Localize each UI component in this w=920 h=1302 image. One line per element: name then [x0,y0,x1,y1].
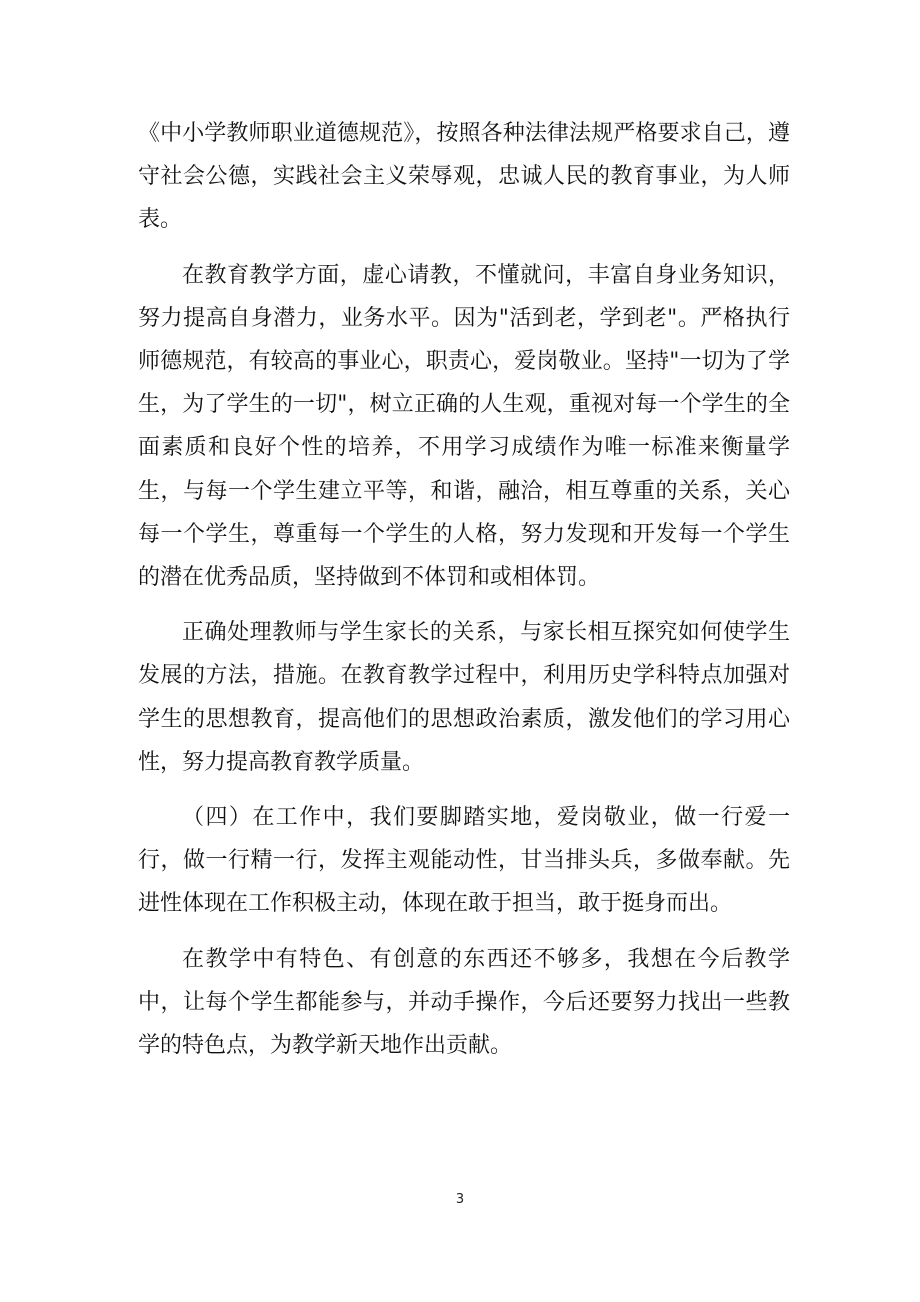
paragraph-continuation: 《中小学教师职业道德规范》，按照各种法律法规严格要求自己，遵守社会公德，实践社会主义荣辱观，忠诚人民的教育事业，为人师表。 [138,121,790,233]
paragraph-future-plans: 在教学中有特色、有创意的东西还不够多，我想在今后教学中，让每个学生都能参与，并动手操作，今后还要努力找出一些教学的特色点，为教学新天地作出贡献。 [138,946,790,1059]
paragraph-parents: 正确处理教师与学生家长的关系，与家长相互探究如何使学生发展的方法，措施。在教育教学过程中，利用历史学科特点加强对学生的思想教育，提高他们的思想政治素质，激发他们的学习用心性，努力提高教育教学质量。 [138,620,790,775]
document-body [138,112,790,1079]
paragraph-section-four: （四）在工作中，我们要脚踏实地，爱岗敬业，做一行爱一行，做一行精一行，发挥主观能动性，甘当排头兵，多做奉献。先进性体现在工作积极主动，体现在敢于担当，敢于挺身而出。 [138,805,790,917]
paragraph-teaching: 在教育教学方面，虚心请教，不懂就问，丰富自身业务知识，努力提高自身潜力，业务水平。因为"活到老，学到老"。严格执行师德规范，有较高的事业心，职责心，爱岗敬业。坚持"一切为了学生，为了学生的一切"，树立正确的人生观，重视对每一个学生的全面素质和良好个性的培养，不用学习成绩作为唯一标准来衡量学生，与每一个学生建立平等，和谐，融洽，相互尊重的关系，关心每一个学生，尊重每一个学生的人格，努力发现和开发每一个学生的潜在优秀品质，坚持做到不体罚和或相体罚。 [138,262,790,591]
page-number: 3 [455,1192,465,1207]
